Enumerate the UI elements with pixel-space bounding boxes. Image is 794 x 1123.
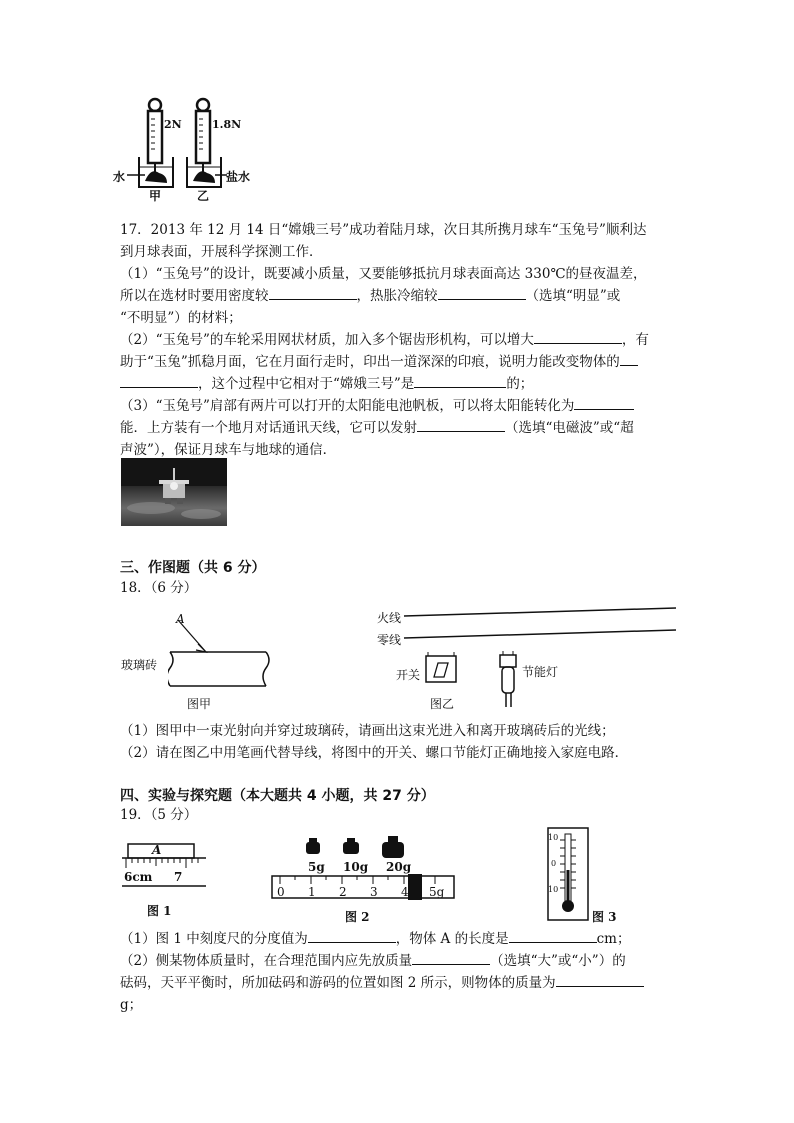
q17-text: 所以在选材时要用密度较 <box>120 288 269 304</box>
fig1-caption: 图 1 <box>147 904 172 918</box>
fig-a-caption: 图甲 <box>187 697 212 711</box>
q17-line-4 <box>120 285 680 307</box>
reading-right: 1.8N <box>212 118 242 131</box>
answer-blank[interactable] <box>417 417 505 432</box>
q17-text: ，热胀冷缩较 <box>356 288 438 304</box>
q17-text: ，这个过程中它相对于“嫦娥三号”是 <box>198 376 415 392</box>
fig2-caption: 图 2 <box>345 910 370 924</box>
caption-left: 甲 <box>149 189 162 203</box>
q17-line-9 <box>120 395 680 417</box>
q19-label: 19．（5 分） <box>120 807 198 823</box>
answer-blank[interactable] <box>412 950 490 965</box>
scale-3: 3 <box>370 885 378 899</box>
q17-text: （选填“明显”或 <box>525 288 621 304</box>
reading-left: 2N <box>164 118 182 131</box>
q19-text: （1）图 1 中刻度尺的分度值为 <box>120 931 308 947</box>
scale-5g: 5g <box>429 885 445 899</box>
answer-blank[interactable] <box>414 373 506 388</box>
q19-text-1 <box>120 928 680 950</box>
label-saltwater: 盐水 <box>226 170 251 184</box>
thermo-tick-mid: 0 <box>551 859 557 868</box>
section3-title: 三、作图题（共 6 分） <box>120 560 266 576</box>
fig3-caption: 图 3 <box>592 910 617 924</box>
q17-text: （3）“玉兔号”肩部有两片可以打开的太阳能电池帆板，可以将太阳能转化为 <box>120 398 575 414</box>
scale-2: 2 <box>339 885 347 899</box>
q17-line-5: “不明显”）的材料； <box>120 310 242 326</box>
q17-line-6 <box>120 329 680 351</box>
q19-text-2 <box>120 950 680 972</box>
q17-text: ，有 <box>621 332 649 348</box>
q17-line-11: 声波”），保证月球车与地球的通信． <box>120 442 337 458</box>
q17-line-8 <box>120 373 680 395</box>
answer-blank[interactable] <box>556 972 644 987</box>
weight-5g <box>306 838 320 854</box>
object-a-label: A <box>152 843 162 857</box>
weight-20g-label: 20g <box>386 860 412 874</box>
answer-blank[interactable] <box>574 395 634 410</box>
glass-brick-label: 玻璃砖 <box>121 658 158 672</box>
rover-photo <box>121 458 227 526</box>
q19-text: （选填“大”或“小”）的 <box>490 953 626 969</box>
weight-5g-label: 5g <box>308 860 325 874</box>
q19-text: （2）侧某物体质量时，在合理范围内应先放质量 <box>120 953 413 969</box>
spring-scale-figure <box>115 95 255 205</box>
q17-text: 能．上方装有一个地月对话通讯天线，它可以发射 <box>120 420 417 436</box>
answer-blank[interactable] <box>509 928 597 943</box>
q17-text: （2）“玉兔号”的车轮采用网状材质，加入多个锯齿形机构，可以增大 <box>120 332 534 348</box>
answer-blank[interactable] <box>620 351 638 366</box>
weight-20g <box>382 836 404 858</box>
rider <box>408 874 422 900</box>
q17-text: （选填“电磁波”或“超 <box>505 420 634 436</box>
weight-10g <box>343 838 359 854</box>
caption-right: 乙 <box>197 189 210 203</box>
q18-text-1: （1）图甲中一束光射向并穿过玻璃砖，请画出这束光进入和离开玻璃砖后的光线； <box>120 723 615 739</box>
q17-line-10 <box>120 417 680 439</box>
switch-label: 开关 <box>396 668 421 682</box>
scale-4: 4 <box>401 885 409 899</box>
ruler-tick-7: 7 <box>174 870 183 884</box>
lamp-label: 节能灯 <box>522 665 559 679</box>
q17-text: 的； <box>506 376 534 392</box>
thermo-tick-bottom: 10 <box>548 885 559 894</box>
ruler-tick-6cm: 6cm <box>124 870 153 884</box>
answer-blank[interactable] <box>438 285 526 300</box>
q19-text-3 <box>120 972 680 994</box>
q17-line-3: （1）“玉兔号”的设计，既要减小质量，又要能够抵抗月球表面高达 330℃的昼夜温差， <box>120 266 647 282</box>
q17-text: 助于“玉兔”抓稳月面，它在月面行走时，印出一道深深的印痕，说明力能改变物体的 <box>120 354 620 370</box>
weight-10g-label: 10g <box>343 860 369 874</box>
scale-0: 0 <box>277 885 285 899</box>
neutral-wire-label: 零线 <box>377 633 402 647</box>
q19-text: ，物体 A 的长度是 <box>395 931 509 947</box>
label-water: 水 <box>113 170 126 184</box>
answer-blank[interactable] <box>269 285 357 300</box>
thermo-tick-top: 10 <box>548 833 559 842</box>
point-a-label: A <box>176 612 185 626</box>
q17-line-1: 17．2013 年 12 月 14 日“嫦娥三号”成功着陆月球，次日其所携月球车“玉兔号”顺利达 <box>120 222 647 238</box>
section4-title: 四、实验与探究题（本大题共 4 小题，共 27 分） <box>120 788 435 804</box>
q18-label: 18．（6 分） <box>120 580 198 596</box>
answer-blank[interactable] <box>308 928 396 943</box>
fig-b-caption: 图乙 <box>430 697 455 711</box>
q17-line-7 <box>120 351 680 373</box>
live-wire-label: 火线 <box>377 611 402 625</box>
answer-blank[interactable] <box>534 329 622 344</box>
q19-text: 砝码，天平平衡时，所加砝码和游码的位置如图 2 所示，则物体的质量为 <box>120 975 556 991</box>
q17-line-2: 到月球表面，开展科学探测工作． <box>120 244 323 260</box>
spring-scale-left <box>139 99 173 187</box>
spring-scale-right <box>187 99 221 187</box>
answer-blank[interactable] <box>120 373 198 388</box>
q18-text-2: （2）请在图乙中用笔画代替导线，将图中的开关、螺口节能灯正确地接入家庭电路． <box>120 745 629 761</box>
q19-text: cm； <box>596 931 631 947</box>
q19-text-4: g； <box>120 997 143 1013</box>
scale-1: 1 <box>308 885 316 899</box>
